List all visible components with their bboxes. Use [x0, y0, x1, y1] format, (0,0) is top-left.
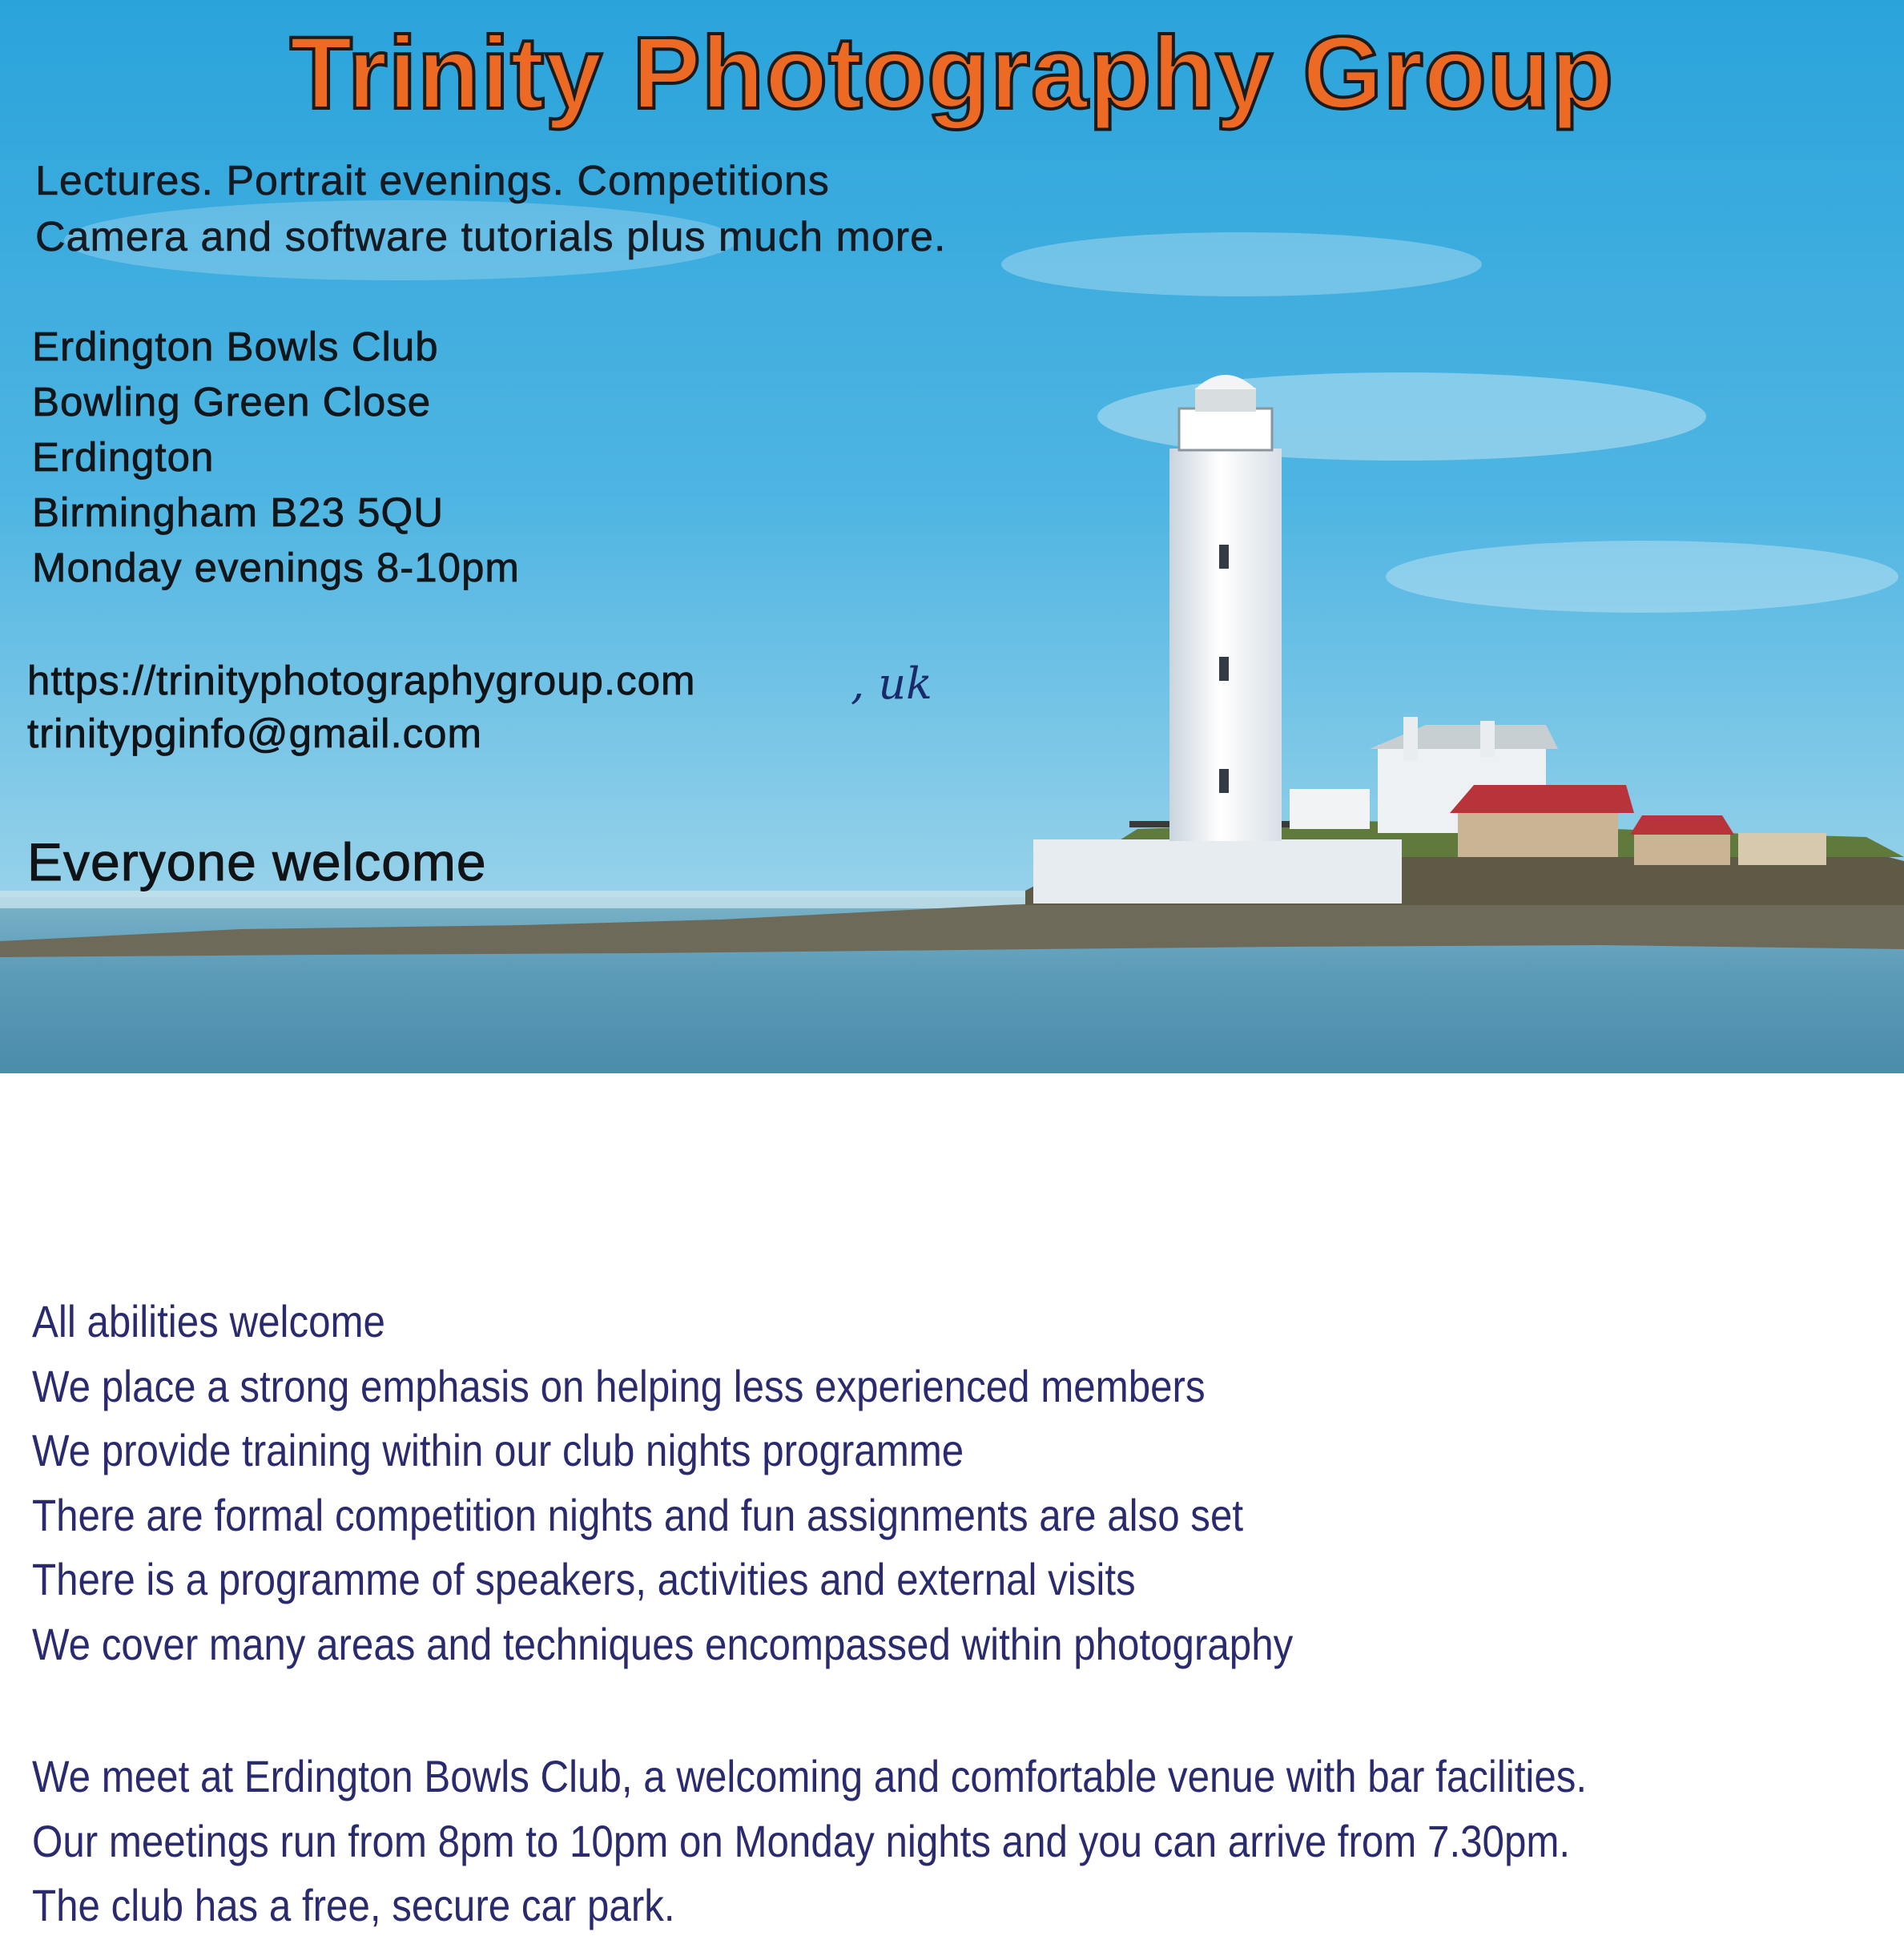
chimney	[1480, 721, 1495, 757]
info-line: We meet at Erdington Bowls Club, a welcoming and comfortable venue with bar facilities.	[32, 1751, 1588, 1801]
info-text	[32, 1290, 1874, 1938]
cloud	[1001, 232, 1482, 296]
lighthouse-lantern	[1195, 388, 1256, 412]
info-line: We provide training within our club nights programme	[32, 1425, 964, 1475]
lighthouse-window	[1219, 657, 1229, 681]
lighthouse-window	[1219, 545, 1229, 569]
website-link[interactable]: https://trinityphotographygroup.com	[27, 658, 696, 703]
red-roof	[1630, 815, 1734, 835]
handwritten-note: , uk	[851, 658, 932, 709]
address-line: Birmingham B23 5QU	[32, 489, 445, 535]
cottage	[1738, 833, 1826, 865]
email-link[interactable]: trinitypginfo@gmail.com	[27, 710, 482, 756]
info-line: There are formal competition nights and fun assignments are also set	[32, 1489, 1244, 1540]
info-line: Our meetings run from 8pm to 10pm on Monday nights and you can arrive from 7.30pm.	[32, 1815, 1571, 1866]
red-roof-house	[1634, 833, 1730, 865]
red-roof	[1450, 785, 1634, 813]
lighthouse-gallery	[1179, 409, 1272, 450]
sky	[0, 0, 1904, 913]
meeting-time: Monday evenings 8-10pm	[32, 545, 520, 590]
tagline-line: Lectures. Portrait evenings. Competitions	[35, 158, 830, 204]
everyone-welcome: Everyone welcome	[27, 832, 487, 891]
info-line: We cover many areas and techniques encompassed within photography	[32, 1618, 1294, 1669]
island-wall	[1033, 839, 1402, 904]
group-title: Trinity Photography Group	[289, 16, 1615, 131]
info-line: We place a strong emphasis on helping less experienced members	[32, 1360, 1206, 1411]
address-line: Bowling Green Close	[32, 379, 432, 425]
info-line: There is a programme of speakers, activities and external visits	[32, 1554, 1136, 1604]
info-line: The club has a free, secure car park.	[32, 1880, 675, 1930]
address-line: Erdington Bowls Club	[32, 324, 439, 369]
red-roof-house	[1458, 809, 1618, 857]
lighthouse-window	[1219, 769, 1229, 793]
info-line: All abilities welcome	[32, 1296, 385, 1346]
cloud	[1386, 541, 1898, 613]
address-line: Erdington	[32, 434, 215, 480]
hut	[1290, 789, 1370, 829]
tagline-line: Camera and software tutorials plus much more.	[35, 214, 947, 260]
chimney	[1403, 717, 1418, 761]
